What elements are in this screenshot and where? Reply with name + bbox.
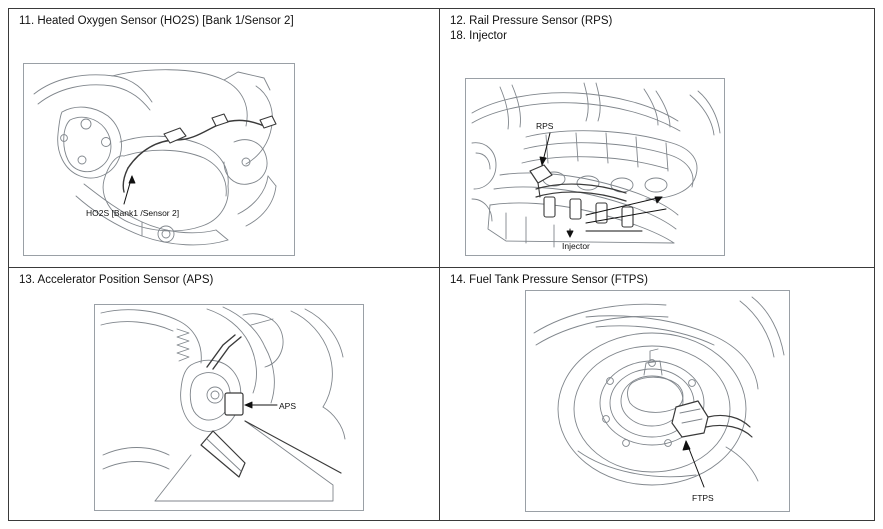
panel-aps-title xyxy=(9,268,439,288)
panel-ftps xyxy=(439,267,874,520)
panel-grid xyxy=(8,8,875,521)
panel-aps-title-line1: 13. Accelerator Position Sensor (APS) xyxy=(19,274,214,286)
callout-injector-label: Injector xyxy=(562,241,590,251)
panel-ho2s-title-line1: 11. Heated Oxygen Sensor (HO2S) [Bank 1/Sensor 2] xyxy=(19,15,294,27)
callout-ho2s-label: HO2S [Bank1 /Sensor 2] xyxy=(86,208,180,218)
panel-rps xyxy=(439,9,874,267)
panel-ho2s-title xyxy=(9,9,439,29)
panel-ftps-title-line1: 14. Fuel Tank Pressure Sensor (FTPS) xyxy=(450,274,648,286)
panel-rps-title-line1: 12. Rail Pressure Sensor (RPS) xyxy=(450,15,613,27)
callout-aps-label: APS xyxy=(279,401,297,411)
figure-rps-injector xyxy=(465,78,725,256)
callout-ftps-label: FTPS xyxy=(692,493,714,503)
callout-rps-label: RPS xyxy=(536,121,554,131)
panel-rps-title xyxy=(440,9,874,44)
panel-ftps-title xyxy=(440,268,874,288)
figure-ho2s xyxy=(23,63,295,256)
panel-ho2s xyxy=(9,9,439,267)
figure-aps xyxy=(94,304,364,511)
panel-rps-title-line2: 18. Injector xyxy=(450,30,507,42)
panel-aps xyxy=(9,267,439,520)
figure-ftps xyxy=(525,290,790,512)
